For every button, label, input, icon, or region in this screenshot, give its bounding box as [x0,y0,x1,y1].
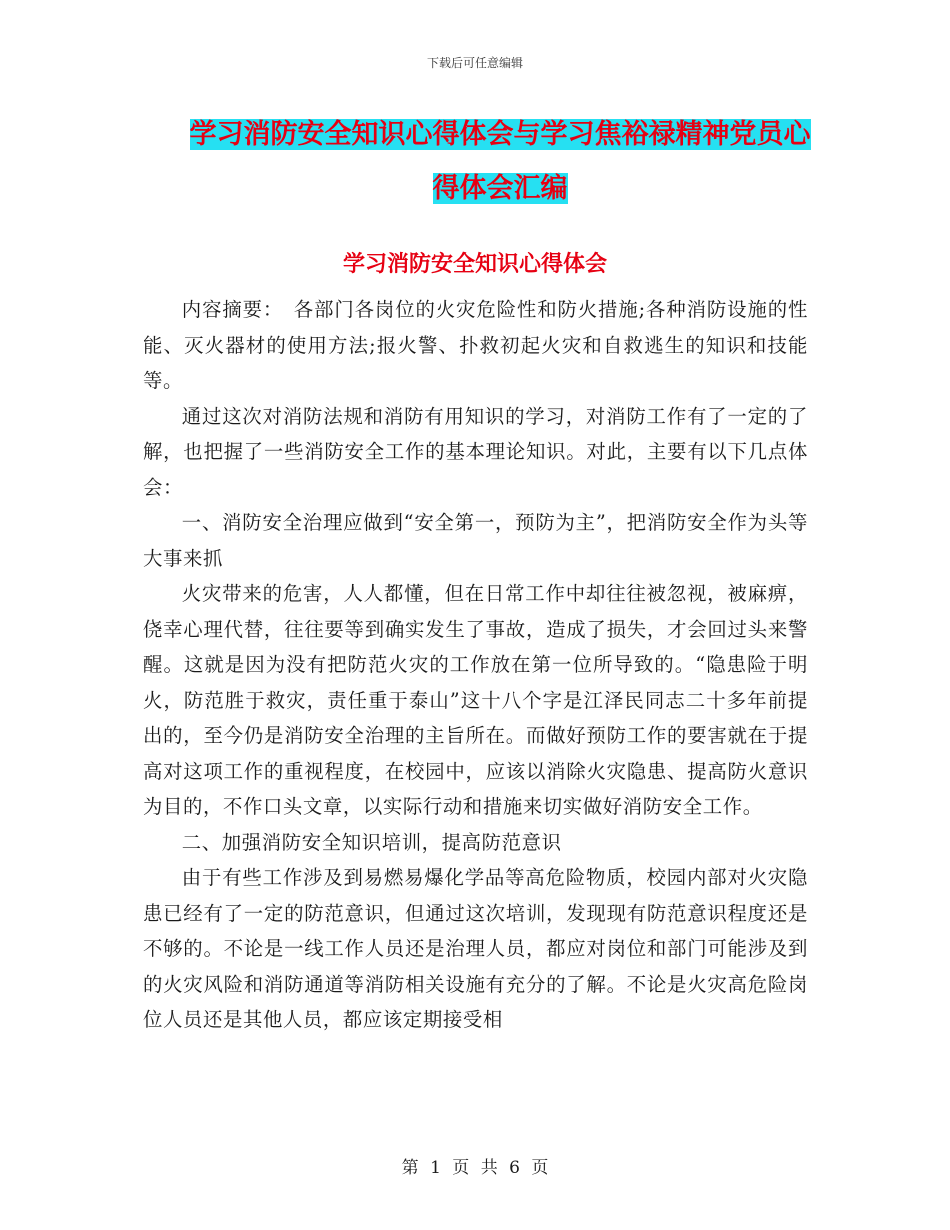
document-title [150,108,850,216]
header-note: 下载后可任意编辑 [426,56,523,70]
page-number: 第 1 页 共 6 页 [401,1158,549,1178]
body-text [143,292,808,1038]
paragraph-body-1: 火灾带来的危害，人人都懂，但在日常工作中却往往被忽视，被麻痹，侥幸心理代替，往往要等到确实发生了事故，造成了损失，才会回过头来警醒。这就是因为没有把防范火灾的工作放在第一位所导致的。“隐患险于明火，防范胜于救灾，责任重于泰山”这十八个字是江泽民同志二十多年前提出的，至今仍是消防安全治理的主旨所在。而做好预防工作的要害就在于提高对这项工作的重视程度，在校园中，应该以消除火灾隐患、提高防火意识为目的，不作口头文章，以实际行动和措施来切实做好消防安全工作。 [143,582,808,818]
title-line-2: 得体会汇编 [432,173,568,204]
title-line-1: 学习消防安全知识心得体会与学习焦裕禄精神党员心 [189,119,811,150]
paragraph-intro: 通过这次对消防法规和消防有用知识的学习，对消防工作有了一定的了解，也把握了一些消防安全工作的基本理论知识。对此，主要有以下几点体会： [143,404,808,499]
paragraph-heading-2: 二、加强消防安全知识培训，提高防范意识 [181,830,562,854]
section-title: 学习消防安全知识心得体会 [342,252,607,277]
paragraph-abstract: 内容摘要： 各部门各岗位的火灾危险性和防火措施;各种消防设施的性能、灭火器材的使用方法;报火警、扑救初起火灾和自救逃生的知识和技能等。 [143,298,808,392]
paragraph-body-2: 由于有些工作涉及到易燃易爆化学品等高危险物质，校园内部对火灾隐患已经有了一定的防范意识，但通过这次培训，发现现有防范意识程度还是不够的。不论是一线工作人员还是治理人员，都应对岗位和部门可能涉及到的火灾风险和消防通道等消防相关设施有充分的了解。不论是火灾高危险岗位人员还是其他人员，都应该定期接受相 [143,866,808,1031]
paragraph-heading-1: 一、消防安全治理应做到“安全第一，预防为主”，把消防安全作为头等大事来抓 [143,511,808,570]
